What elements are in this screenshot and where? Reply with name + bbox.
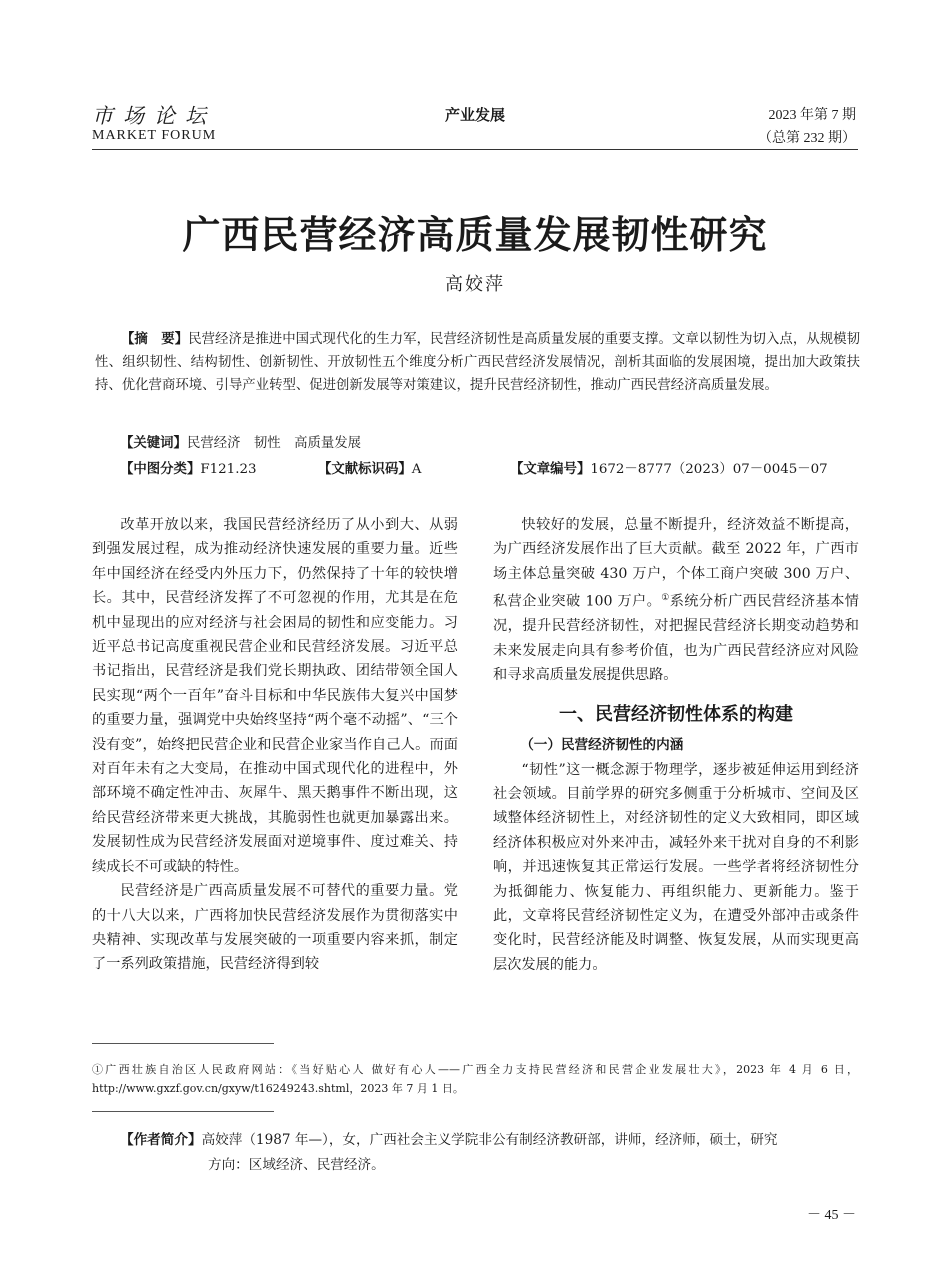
page-number: － 45 － — [807, 1208, 856, 1223]
body-paragraph — [493, 513, 859, 688]
article-title: 广西民营经济高质量发展韧性研究 — [182, 212, 768, 257]
footnote-rule — [92, 1043, 274, 1044]
article-no-label: 【文章编号】 — [510, 462, 591, 477]
clc-label: 【中图分类】 — [120, 462, 201, 477]
doc-code-group — [318, 458, 421, 477]
header-rule — [92, 149, 858, 150]
abstract-text: 民营经济是推进中国式现代化的生力军，民营经济韧性是高质量发展的重要支撑。文章以韧性为切入点，从规模韧性、组织韧性、结构韧性、创新韧性、开放韧性五个维度分析广西民营经济发展情况，剖析其面临的发展困境，提出加大政策扶持、优化营商环境、引导产业转型、促进创新发展等对策建议，提升民营经济韧性，推动广西民营经济高质量发展。 — [95, 332, 860, 393]
footnote-marker[interactable]: ① — [661, 593, 670, 604]
body-paragraph: 改革开放以来，我国民营经济经历了从小到大、从弱到强发展过程，成为推动经济快速发展的重要力量。近些年中国经济在经受内外压力下，仍然保持了十年的较快增长。其中，民营经济发挥了不可忽视的作用，尤其是在危机中显现出的应对经济与社会困局的韧性和应变能力。习近平总书记高度重视民营企业和民营经济发展。习近平总书记指出，民营经济是我们党长期执政、团结带领全国人民实现“两个一百年”奋斗目标和中华民族伟大复兴中国梦的重要力量，强调党中央始终坚持“两个毫不动摇”、“三个没有变”，始终把民营企业和民营企业家当作自己人。而面对百年未有之大变局，在推动中国式现代化的进程中，外部环境不确定性冲击、灰犀牛、黑天鹅事件不断出现，这给民营经济带来更大挑战，其脆弱性也就更加暴露出来。发展韧性成为民营经济发展面对逆境事件、度过难关、持续成长不可或缺的特性。 — [92, 517, 458, 875]
body-paragraph: “韧性”这一概念源于物理学，逐步被延伸运用到经济社会领域。目前学界的研究多侧重于分析城市、空间及区域整体经济韧性上，对经济韧性的定义大致相同，即区域经济体积极应对外来冲击，减轻外来干扰对自身的不利影响，并迅速恢复其正常运行发展。一些学者将经济韧性分为抵御能力、恢复能力、再组织能力、更新能力。鉴于此，文章将民营经济韧性定义为，在遭受外部冲击或条件变化时，民营经济能及时调整、恢复发展，从而实现更高层次发展的能力。 — [493, 761, 859, 973]
keywords-label: 【关键词】 — [120, 436, 187, 451]
issue-total: （总第 232 期） — [758, 131, 856, 146]
article-no-value: 1672－8777（2023）07－0045－07 — [590, 462, 828, 477]
doc-code-value: A — [411, 462, 422, 477]
author-bio-text: 高姣萍（1987 年—），女，广西社会主义学院非公有制经济教研部，讲师，经济师，硕士，研究 — [201, 1132, 778, 1148]
bio-rule — [92, 1111, 274, 1112]
doc-code-label: 【文献标识码】 — [318, 462, 412, 477]
body-paragraph-text: 系统分析广西民营经济基本情况，提升民营经济韧性，对把握民营经济长期变动趋势和未来发展走向具有参考价值，也为广西民营经济应对风险和寻求高质量发展提供思路。 — [493, 593, 859, 684]
subsection-heading: （一）民营经济韧性的内涵 — [520, 736, 684, 753]
journal-name: 市场论坛 — [92, 104, 216, 128]
column-label: 产业发展 — [444, 106, 505, 124]
issue-number: 2023 年第 7 期 — [768, 108, 856, 123]
abstract-label: 【摘 要】 — [121, 332, 189, 347]
body-paragraph: 民营经济是广西高质量发展不可替代的重要力量。党的十八大以来，广西将加快民营经济发展作为贯彻落实中央精神、实现改革与发展突破的一项重要内容来抓，制定了一系列政策措施，民营经济得到较 — [92, 883, 458, 973]
body-column-right — [493, 513, 859, 977]
abstract — [95, 328, 860, 397]
author-bio-label: 【作者简介】 — [120, 1132, 202, 1148]
article-author: 高姣萍 — [445, 274, 505, 295]
keywords-text: 民营经济 韧性 高质量发展 — [186, 436, 362, 451]
author-bio-continuation: 方向：区域经济、民营经济。 — [208, 1157, 385, 1173]
article-no-group — [510, 458, 828, 477]
clc-group — [120, 458, 257, 477]
clc-value: F121.23 — [200, 462, 257, 477]
body-paragraph-text: 快较好的发展，总量不断提升，经济效益不断提高，为广西经济发展作出了巨大贡献。截至 2022 年，广西市场主体总量突破 430 万户，个体工商户突破 300 万户、私营企业突破 100 万户。 — [493, 517, 859, 610]
section-heading: 一、民营经济韧性体系的构建 — [559, 703, 793, 725]
body-column-left — [92, 513, 458, 977]
journal-name-english: MARKET FORUM — [92, 128, 217, 143]
footnote: ①广西壮族自治区人民政府网站：《当好贴心人 做好有心人——广西全力支持民营经济和民营企业发展壮大》，2023 年 4 月 6 日，http://www.gxzf.gov.cn/gxyw/t16249243.shtml，2023 年 7 月 1 日。 — [92, 1063, 858, 1095]
author-bio — [120, 1128, 860, 1178]
keywords — [120, 432, 361, 451]
